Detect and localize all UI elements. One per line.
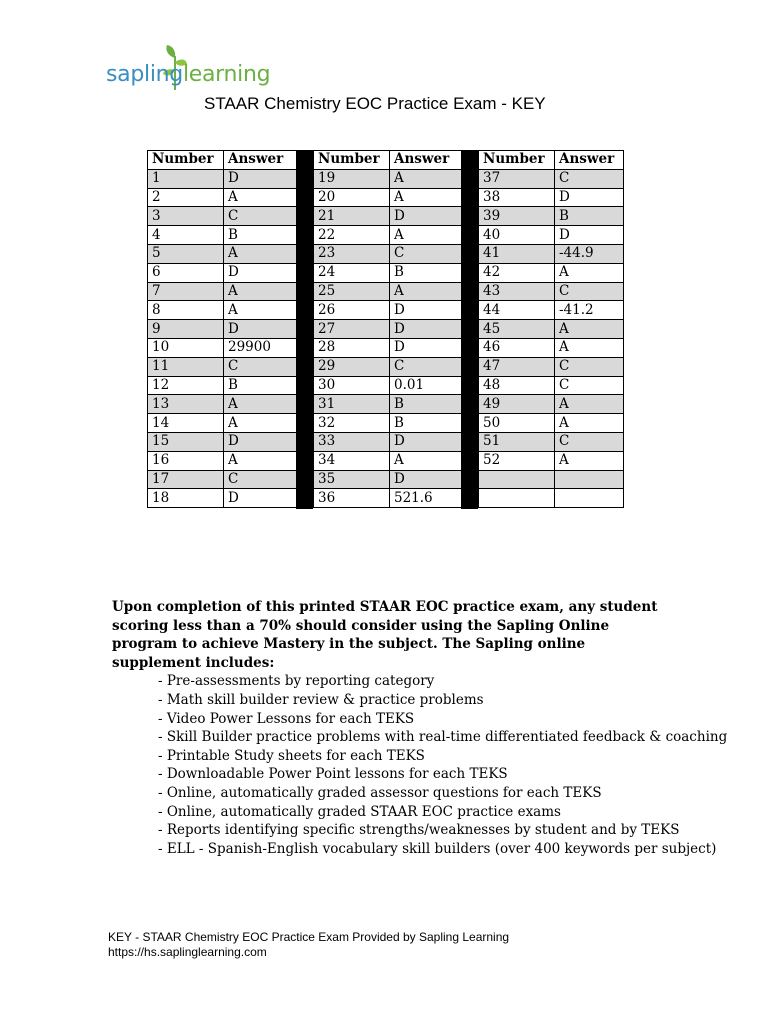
cell-answer: D xyxy=(224,489,299,508)
cell-number: 45 xyxy=(479,320,555,339)
table-row xyxy=(479,320,624,339)
table-row xyxy=(148,169,299,188)
cell-answer: D xyxy=(390,470,466,489)
table-row xyxy=(148,244,299,263)
cell-answer: A xyxy=(224,451,299,470)
logo-text-sapling: sapling xyxy=(106,62,183,87)
cell-number: 5 xyxy=(148,244,224,263)
cell-number: 4 xyxy=(148,226,224,245)
cell-answer: D xyxy=(224,320,299,339)
column-divider xyxy=(296,150,313,509)
cell-number: 49 xyxy=(479,395,555,414)
table-row xyxy=(479,338,624,357)
cell-number: 24 xyxy=(314,263,390,282)
table-row xyxy=(479,301,624,320)
column-divider xyxy=(461,150,478,509)
table-row xyxy=(314,188,466,207)
cell-answer: A xyxy=(390,282,466,301)
cell-number: 27 xyxy=(314,320,390,339)
cell-answer: -41.2 xyxy=(555,301,624,320)
cell-number: 50 xyxy=(479,414,555,433)
answer-key-table-3 xyxy=(478,150,624,508)
cell-number: 14 xyxy=(148,414,224,433)
table-row xyxy=(314,357,466,376)
cell-answer: D xyxy=(390,338,466,357)
cell-number: 36 xyxy=(314,489,390,508)
list-item: - Online, automatically graded STAAR EOC practice exams xyxy=(158,803,561,820)
supplement-list xyxy=(112,672,728,858)
cell-number: 33 xyxy=(314,432,390,451)
cell-answer: A xyxy=(224,244,299,263)
cell-answer: D xyxy=(390,320,466,339)
footer-url: https://hs.saplinglearning.com xyxy=(108,945,267,959)
cell-number: 18 xyxy=(148,489,224,508)
cell-number: 19 xyxy=(314,169,390,188)
table-row xyxy=(148,320,299,339)
header-number: Number xyxy=(148,151,224,170)
logo-text-learning: learning xyxy=(182,62,271,87)
table-row xyxy=(314,320,466,339)
cell-answer: A xyxy=(390,169,466,188)
cell-answer: A xyxy=(390,188,466,207)
table-row xyxy=(479,376,624,395)
logo-wordmark xyxy=(106,64,270,86)
cell-answer xyxy=(555,470,624,489)
cell-number: 28 xyxy=(314,338,390,357)
cell-number: 40 xyxy=(479,226,555,245)
table-row xyxy=(148,357,299,376)
table-row xyxy=(314,376,466,395)
cell-answer: D xyxy=(555,188,624,207)
cell-answer: C xyxy=(555,282,624,301)
table-row xyxy=(479,207,624,226)
table-row xyxy=(479,489,624,508)
cell-number: 25 xyxy=(314,282,390,301)
cell-number: 46 xyxy=(479,338,555,357)
cell-number: 8 xyxy=(148,301,224,320)
table-row xyxy=(479,188,624,207)
cell-answer xyxy=(555,489,624,508)
cell-number: 47 xyxy=(479,357,555,376)
table-row xyxy=(314,244,466,263)
cell-answer: A xyxy=(555,338,624,357)
table-row xyxy=(314,263,466,282)
cell-number: 6 xyxy=(148,263,224,282)
table-row xyxy=(314,169,466,188)
table-row xyxy=(148,226,299,245)
cell-number: 9 xyxy=(148,320,224,339)
cell-answer: A xyxy=(555,451,624,470)
header-number: Number xyxy=(314,151,390,170)
cell-answer: C xyxy=(224,207,299,226)
list-item: - Skill Builder practice problems with real-time differentiated feedback & coaching xyxy=(158,729,728,746)
cell-answer: A xyxy=(390,226,466,245)
header-answer: Answer xyxy=(555,151,624,170)
cell-answer: B xyxy=(555,207,624,226)
cell-answer: -44.9 xyxy=(555,244,624,263)
table-row xyxy=(479,263,624,282)
cell-number: 51 xyxy=(479,432,555,451)
cell-number: 29 xyxy=(314,357,390,376)
cell-number: 15 xyxy=(148,432,224,451)
cell-answer: D xyxy=(390,301,466,320)
cell-answer: A xyxy=(224,282,299,301)
table-row xyxy=(314,282,466,301)
table-row xyxy=(148,207,299,226)
table-row xyxy=(148,376,299,395)
table-row xyxy=(148,301,299,320)
cell-number: 21 xyxy=(314,207,390,226)
cell-answer: D xyxy=(390,432,466,451)
cell-answer: D xyxy=(555,226,624,245)
cell-answer: C xyxy=(224,357,299,376)
list-item: - Reports identifying specific strengths/weaknesses by student and by TEKS xyxy=(158,822,680,839)
cell-number: 43 xyxy=(479,282,555,301)
cell-answer: 521.6 xyxy=(390,489,466,508)
header-answer: Answer xyxy=(390,151,466,170)
table-row xyxy=(148,470,299,489)
list-item: - ELL - Spanish-English vocabulary skill builders (over 400 keywords per subject) xyxy=(158,840,717,857)
answer-key-table-1 xyxy=(147,150,299,508)
cell-answer: C xyxy=(390,244,466,263)
cell-number: 32 xyxy=(314,414,390,433)
cell-answer: C xyxy=(390,357,466,376)
cell-number: 7 xyxy=(148,282,224,301)
table-row xyxy=(314,395,466,414)
cell-answer: A xyxy=(224,188,299,207)
table-row xyxy=(479,432,624,451)
list-item: - Downloadable Power Point lessons for each TEKS xyxy=(158,766,508,783)
list-item: - Printable Study sheets for each TEKS xyxy=(158,747,425,764)
table-row xyxy=(148,451,299,470)
cell-number xyxy=(479,470,555,489)
table-row xyxy=(314,432,466,451)
table-row xyxy=(148,395,299,414)
supplement-intro: Upon completion of this printed STAAR EOC practice exam, any student scoring less than a 70% should consider using the Sapling Online program to achieve Mastery in the subject. The Sapling online supplement includes: xyxy=(112,599,658,671)
table-row xyxy=(314,226,466,245)
table-row xyxy=(479,244,624,263)
table-header-row xyxy=(148,151,299,170)
table-header-row xyxy=(479,151,624,170)
cell-number: 34 xyxy=(314,451,390,470)
cell-number: 11 xyxy=(148,357,224,376)
cell-answer: C xyxy=(555,357,624,376)
table-row xyxy=(314,451,466,470)
cell-number: 52 xyxy=(479,451,555,470)
cell-answer: 0.01 xyxy=(390,376,466,395)
cell-number: 23 xyxy=(314,244,390,263)
answer-key-table-2 xyxy=(313,150,466,508)
cell-answer: A xyxy=(224,395,299,414)
cell-answer: D xyxy=(390,207,466,226)
cell-number: 35 xyxy=(314,470,390,489)
table-row xyxy=(479,414,624,433)
cell-number: 31 xyxy=(314,395,390,414)
header-answer: Answer xyxy=(224,151,299,170)
cell-answer: B xyxy=(224,376,299,395)
table-row xyxy=(479,226,624,245)
cell-number: 17 xyxy=(148,470,224,489)
table-row xyxy=(148,338,299,357)
table-row xyxy=(479,395,624,414)
cell-answer: B xyxy=(390,414,466,433)
list-item: - Math skill builder review & practice problems xyxy=(158,691,484,708)
cell-answer: A xyxy=(555,263,624,282)
cell-number: 2 xyxy=(148,188,224,207)
page-footer xyxy=(108,930,509,960)
table-row xyxy=(314,470,466,489)
table-row xyxy=(148,263,299,282)
list-item: - Pre-assessments by reporting category xyxy=(158,673,435,690)
cell-answer: A xyxy=(224,414,299,433)
cell-answer: A xyxy=(224,301,299,320)
cell-number: 3 xyxy=(148,207,224,226)
cell-number: 26 xyxy=(314,301,390,320)
table-row xyxy=(314,489,466,508)
cell-answer: A xyxy=(555,395,624,414)
cell-answer: A xyxy=(555,320,624,339)
table-row xyxy=(314,301,466,320)
table-row xyxy=(148,282,299,301)
table-row xyxy=(479,357,624,376)
cell-number: 41 xyxy=(479,244,555,263)
supplement-info xyxy=(112,598,728,858)
list-item: - Online, automatically graded assessor questions for each TEKS xyxy=(158,784,602,801)
cell-number: 16 xyxy=(148,451,224,470)
table-header-row xyxy=(314,151,466,170)
cell-number: 30 xyxy=(314,376,390,395)
cell-answer: D xyxy=(224,169,299,188)
cell-answer: C xyxy=(555,169,624,188)
cell-number xyxy=(479,489,555,508)
cell-answer: B xyxy=(390,263,466,282)
cell-answer: C xyxy=(555,376,624,395)
cell-number: 1 xyxy=(148,169,224,188)
cell-number: 44 xyxy=(479,301,555,320)
cell-answer: C xyxy=(555,432,624,451)
cell-number: 22 xyxy=(314,226,390,245)
cell-number: 20 xyxy=(314,188,390,207)
table-row xyxy=(314,207,466,226)
cell-answer: D xyxy=(224,263,299,282)
table-row xyxy=(148,414,299,433)
cell-number: 48 xyxy=(479,376,555,395)
footer-caption: KEY - STAAR Chemistry EOC Practice Exam Provided by Sapling Learning xyxy=(108,930,510,944)
cell-number: 38 xyxy=(479,188,555,207)
table-row xyxy=(479,470,624,489)
table-row xyxy=(479,169,624,188)
table-row xyxy=(479,282,624,301)
cell-number: 39 xyxy=(479,207,555,226)
table-row xyxy=(148,489,299,508)
cell-number: 10 xyxy=(148,338,224,357)
header-number: Number xyxy=(479,151,555,170)
table-row xyxy=(314,338,466,357)
cell-number: 42 xyxy=(479,263,555,282)
table-row xyxy=(148,432,299,451)
cell-answer: C xyxy=(224,470,299,489)
document-title: STAAR Chemistry EOC Practice Exam - KEY xyxy=(204,94,546,113)
table-row xyxy=(314,414,466,433)
cell-answer: A xyxy=(390,451,466,470)
cell-answer: B xyxy=(224,226,299,245)
cell-number: 13 xyxy=(148,395,224,414)
table-row xyxy=(148,188,299,207)
list-item: - Video Power Lessons for each TEKS xyxy=(158,710,415,727)
cell-number: 12 xyxy=(148,376,224,395)
sapling-learning-logo xyxy=(106,42,271,98)
cell-answer: B xyxy=(390,395,466,414)
cell-answer: 29900 xyxy=(224,338,299,357)
cell-answer: D xyxy=(224,432,299,451)
table-row xyxy=(479,451,624,470)
cell-answer: A xyxy=(555,414,624,433)
cell-number: 37 xyxy=(479,169,555,188)
